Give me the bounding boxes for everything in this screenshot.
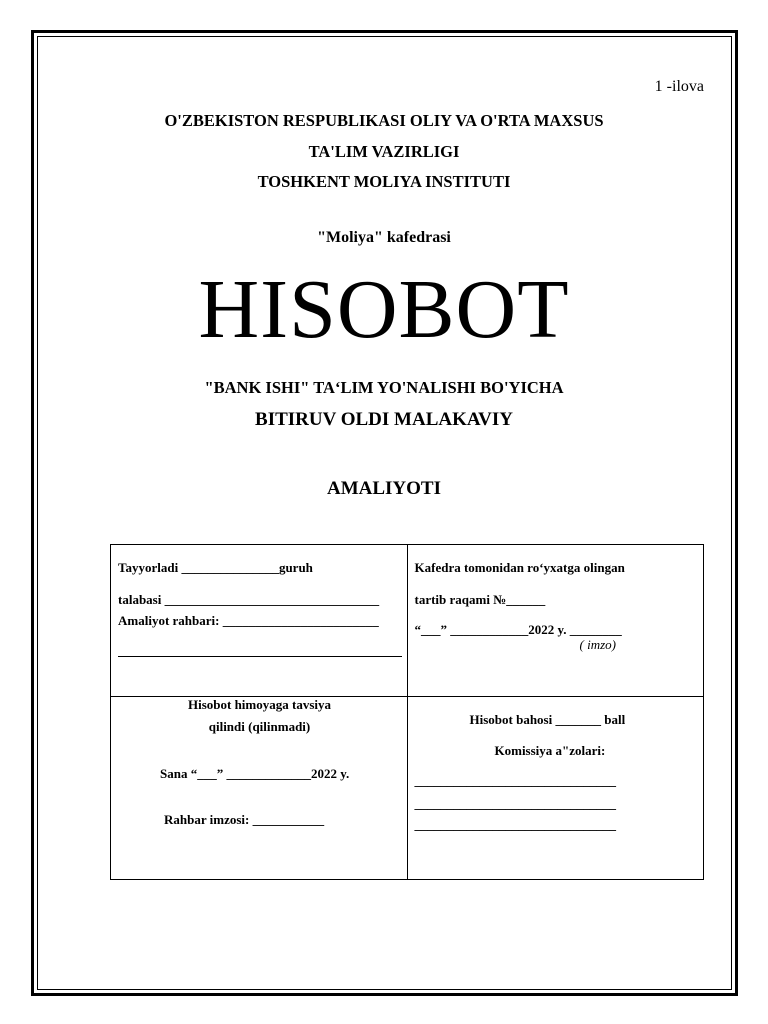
registration-date-field: “___” ____________2022 y. ________ <box>414 622 622 637</box>
annex-label: 1 -ilova <box>654 78 704 95</box>
committee-member-line: _______________________________ <box>414 796 616 811</box>
subtitle-line-1: "BANK ISHI" TA‘LIM YO'NALISHI BO'YICHA <box>204 378 564 397</box>
cell-grading <box>407 697 704 880</box>
cell-registration <box>407 545 704 697</box>
recommendation-line-2: qilindi (qilinmadi) <box>208 719 311 734</box>
signature-caption: ( imzo) <box>579 637 616 652</box>
recommendation-line-1: Hisobot himoyaga tavsiya <box>187 697 331 712</box>
institute-name: TOSHKENT MOLIYA INSTITUTI <box>257 172 511 191</box>
subtitle-line-3: AMALIYOTI <box>326 478 441 499</box>
cell-recommendation <box>111 697 408 880</box>
student-field: talabasi _________________________________ <box>118 592 380 607</box>
serial-number-field: tartib raqami №______ <box>414 592 546 607</box>
subtitle-line-2: BITIRUV OLDI MALAKAVIY <box>255 409 513 430</box>
blank-line <box>118 656 402 657</box>
info-table <box>110 544 704 880</box>
supervisor-signature-field: Rahbar imzosi: ___________ <box>164 812 325 827</box>
ministry-line-1: O'ZBEKISTON RESPUBLIKASI OLIY VA O'RTA MAXSUS <box>164 111 604 130</box>
defense-date-field: Sana “___” _____________2022 y. <box>160 766 350 781</box>
prepared-by-field: Tayyorladi _______________guruh <box>118 560 313 575</box>
ministry-line-2: TA'LIM VAZIRLIGI <box>308 142 460 161</box>
cell-preparer <box>111 545 408 697</box>
supervisor-field: Amaliyot rahbari: ________________________ <box>118 613 379 628</box>
committee-label: Komissiya a"zolari: <box>494 743 606 758</box>
registration-label: Kafedra tomonidan ro‘yxatga olingan <box>414 560 625 575</box>
committee-member-line: _______________________________ <box>414 817 616 832</box>
committee-member-line: _______________________________ <box>414 773 616 788</box>
grade-field: Hisobot bahosi _______ ball <box>469 712 626 727</box>
document-title: HISOBOT <box>198 263 570 356</box>
department-name: "Moliya" kafedrasi <box>317 229 451 246</box>
